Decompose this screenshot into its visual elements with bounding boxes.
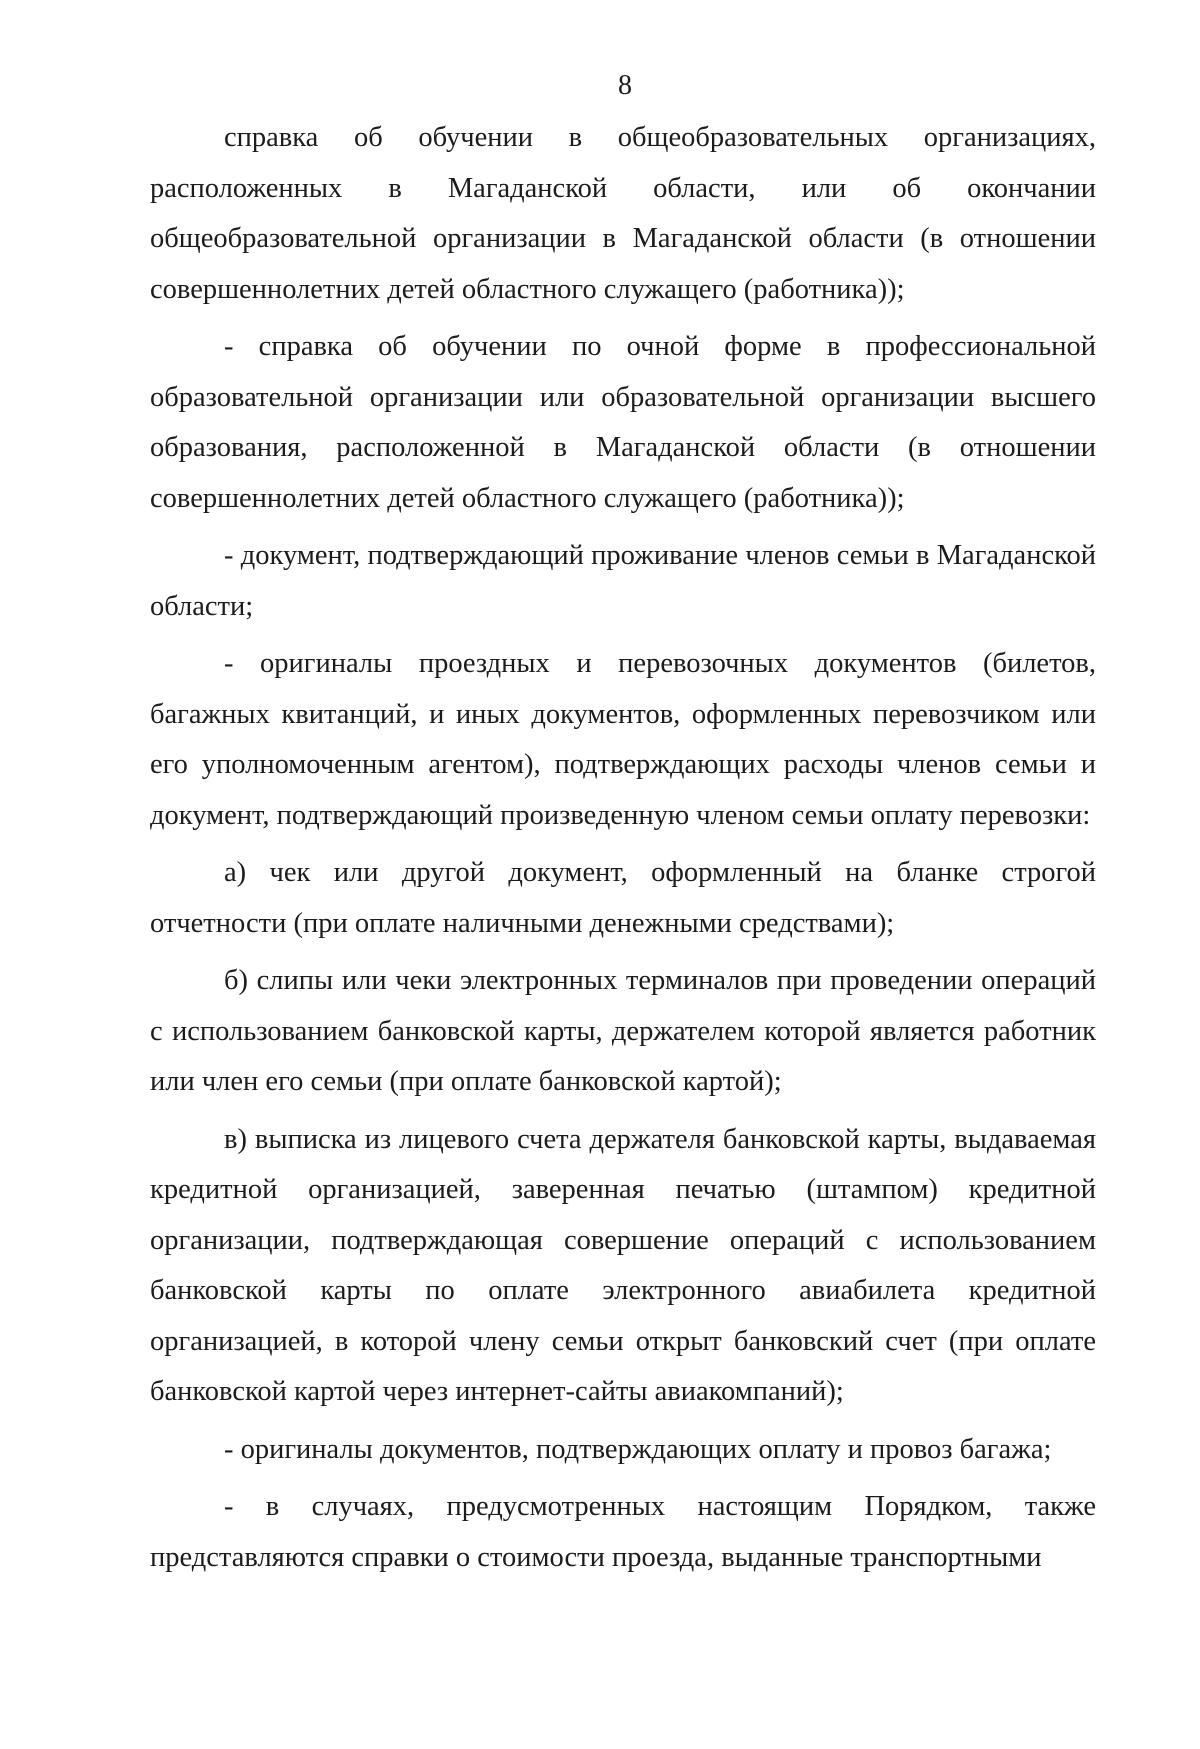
paragraph-item-a-receipt: а) чек или другой документ, оформленный на бланке строгой отчетности (при оплате наличными денежными средствами); <box>150 857 1096 939</box>
paragraph-item-b-slips: б) слипы или чеки электронных терминалов при проведении операций с использованием банковской карты, держателем которой является работник или член его семьи (при оплате банковской картой); <box>150 965 1096 1097</box>
document-body <box>150 113 1096 1590</box>
paragraph-residence-document: - документ, подтверждающий проживание членов семьи в Магаданской области; <box>150 540 1096 622</box>
paragraph-cost-certificates: - в случаях, предусмотренных настоящим Порядком, также представляются справки о стоимости проезда, выданные транспортными <box>150 1491 1096 1573</box>
paragraph-fulltime-study-certificate: - справка об обучении по очной форме в профессиональной образовательной организации или образовательной организации высшего образования, расположенной в Магаданской области (в отношении совершеннолетних детей областного служащего (работника)); <box>150 331 1096 514</box>
page-number: 8 <box>618 70 632 101</box>
paragraph-travel-documents: - оригиналы проездных и перевозочных документов (билетов, багажных квитанций, и иных документов, оформленных перевозчиком или его уполномоченным агентом), подтверждающих расходы членов семьи и документ, подтверждающий произведенную членом семьи оплату перевозки: <box>150 648 1096 831</box>
paragraph-school-certificate: справка об обучении в общеобразовательных организациях, расположенных в Магаданской области, или об окончании общеобразовательной организации в Магаданской области (в отношении совершеннолетних детей областного служащего (работника)); <box>150 122 1096 305</box>
paragraph-baggage-documents: - оригиналы документов, подтверждающих оплату и провоз багажа; <box>224 1433 1052 1465</box>
paragraph-item-v-bank-statement: в) выписка из лицевого счета держателя банковской карты, выдаваемая кредитной организацией, заверенная печатью (штампом) кредитной организации, подтверждающая совершение операций с использованием банковской карты по оплате электронного авиабилета кредитной организацией, в которой члену семьи открыт банковский счет (при оплате банковской картой через интернет-сайты авиакомпаний); <box>150 1123 1096 1407</box>
